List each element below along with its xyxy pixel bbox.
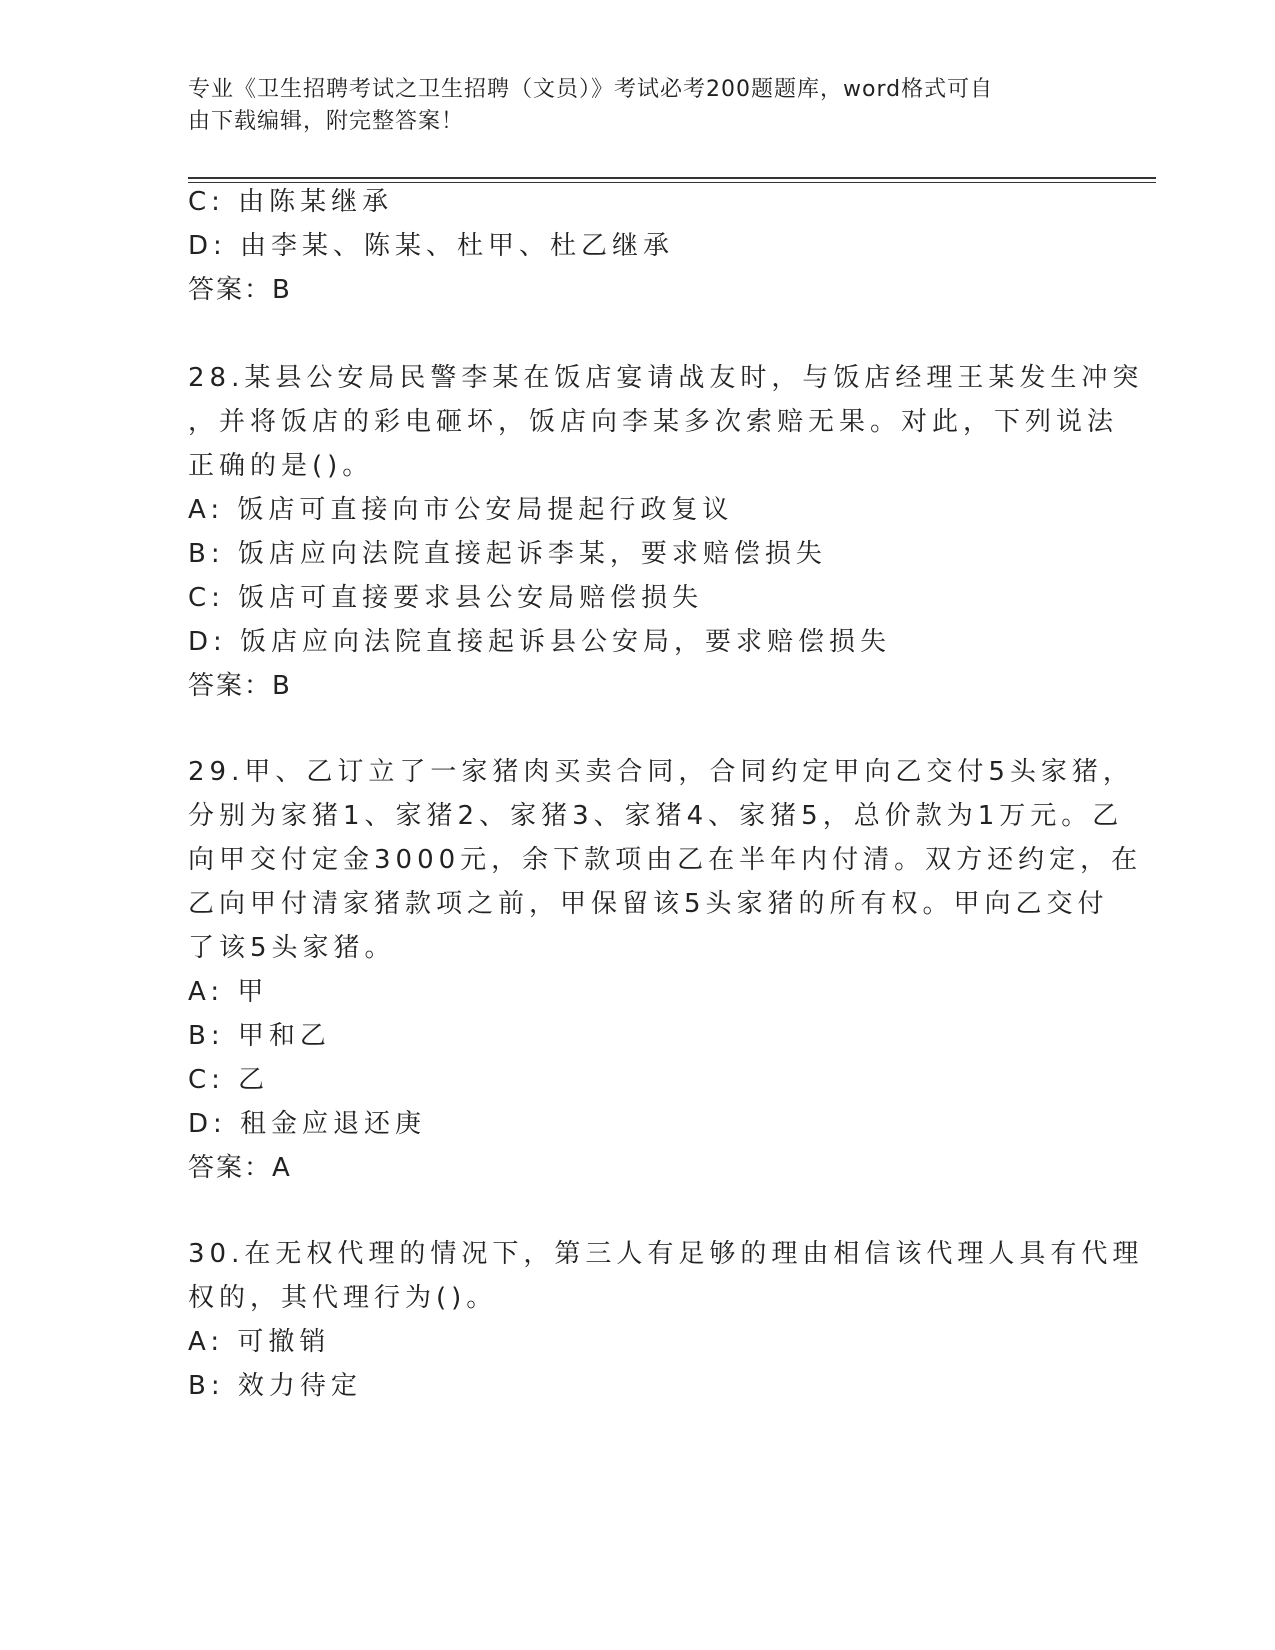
question-28-option-b: B: 饭店应向法院直接起诉李某，要求赔偿损失 xyxy=(188,539,827,569)
answer-line: 答案：B xyxy=(188,275,292,305)
question-29-option-c: C: 乙 xyxy=(188,1065,270,1095)
option-d: D: 由李某、陈某、杜甲、杜乙继承 xyxy=(188,231,675,261)
question-28-stem-line: 28.某县公安局民警李某在饭店宴请战友时，与饭店经理王某发生冲突 xyxy=(188,363,1144,393)
question-29-stem-line: 分别为家猪1、家猪2、家猪3、家猪4、家猪5，总价款为1万元。乙 xyxy=(188,801,1124,831)
question-29-answer: 答案：A xyxy=(188,1153,292,1183)
question-30-stem-line: 30.在无权代理的情况下，第三人有足够的理由相信该代理人具有代理 xyxy=(188,1239,1144,1269)
question-28-answer: 答案：B xyxy=(188,671,292,701)
document-header xyxy=(188,74,1088,138)
question-30-stem-line: 权的，其代理行为()。 xyxy=(188,1283,498,1313)
question-29-stem-line: 了该5头家猪。 xyxy=(188,933,396,963)
header-line-1: 专业《卫生招聘考试之卫生招聘（文员）》考试必考200题题库，word格式可自 xyxy=(188,77,994,102)
question-30-option-b: B: 效力待定 xyxy=(188,1371,362,1401)
question-28-stem-line: ，并将饭店的彩电砸坏，饭店向李某多次索赔无果。对此，下列说法 xyxy=(188,407,1119,437)
question-29-stem-line: 向甲交付定金3000元，余下款项由乙在半年内付清。双方还约定，在 xyxy=(188,845,1143,875)
question-28-option-a: A: 饭店可直接向市公安局提起行政复议 xyxy=(188,495,734,525)
question-30-option-a: A: 可撤销 xyxy=(188,1327,331,1357)
header-line-2: 由下载编辑，附完整答案！ xyxy=(188,109,465,134)
question-29-stem-line: 乙向甲付清家猪款项之前，甲保留该5头家猪的所有权。甲向乙交付 xyxy=(188,889,1109,919)
header-divider-thick xyxy=(188,177,1156,179)
question-29-option-b: B: 甲和乙 xyxy=(188,1021,331,1051)
question-29-option-d: D: 租金应退还庚 xyxy=(188,1109,427,1139)
question-28-stem-line: 正确的是()。 xyxy=(188,451,374,481)
question-28-option-c: C: 饭店可直接要求县公安局赔偿损失 xyxy=(188,583,704,613)
question-28-option-d: D: 饭店应向法院直接起诉县公安局，要求赔偿损失 xyxy=(188,627,892,657)
question-29-option-a: A: 甲 xyxy=(188,977,269,1007)
question-29-stem-line: 29.甲、乙订立了一家猪肉买卖合同，合同约定甲向乙交付5头家猪， xyxy=(188,757,1134,787)
option-c: C: 由陈某继承 xyxy=(188,187,394,217)
